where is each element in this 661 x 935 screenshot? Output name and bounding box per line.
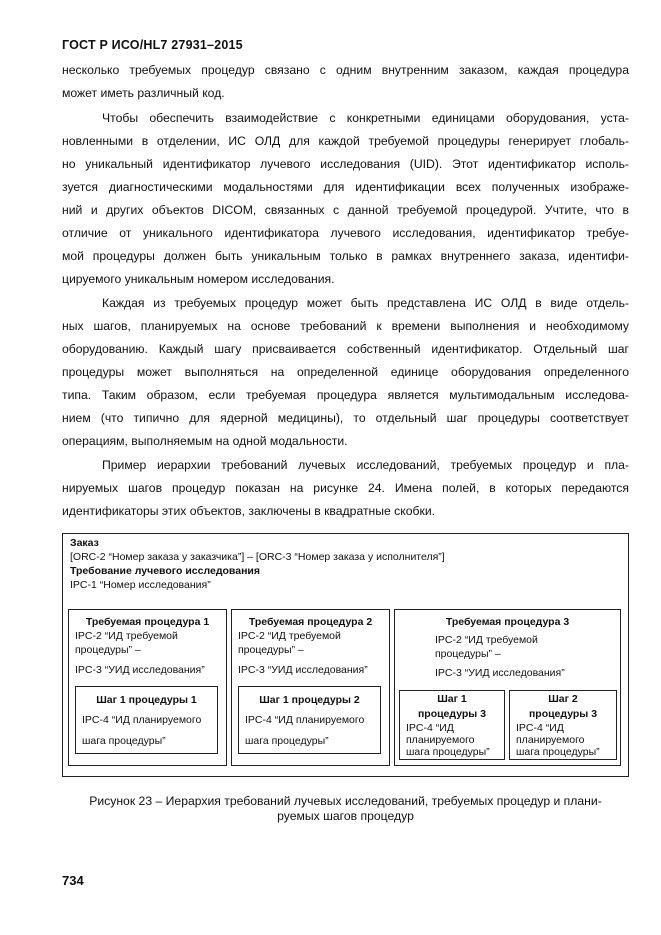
body-line: процедуры может выполняться на определенной единице оборудования определенного — [62, 365, 629, 379]
body-line: зуется диагностическими модальностями для идентификации всех полученных изображе- — [62, 180, 629, 194]
body-line: Каждая из требуемых процедур может быть представлена ИС ОЛД в виде отдель- — [102, 296, 629, 310]
body-line: цируемого уникальным номером исследования. — [62, 272, 335, 286]
body-line: нием (что типично для ядерной медицины), то отдельный шаг процедуры соответствует — [62, 411, 629, 425]
step-field: шага процедуры” — [516, 746, 600, 758]
step-field: шага процедуры” — [82, 735, 166, 747]
requested-procedure-3-box — [394, 609, 621, 766]
step-1-procedure-3-box — [399, 690, 505, 760]
procedure-1-title: Требуемая процедура 1 — [85, 616, 210, 628]
step-field: шага процедуры” — [406, 746, 490, 758]
request-field: IPC-1 “Номер исследования” — [70, 579, 211, 591]
body-line: Пример иерархии требований лучевых исследований, требуемых процедур и пла- — [102, 458, 629, 472]
step-field: планируемого — [516, 734, 585, 746]
step-field: планируемого — [406, 734, 475, 746]
body-line: несколько требуемых процедур связано с одним внутренним заказом, каждая процедура — [62, 63, 629, 77]
procedure-3-title: Требуемая процедура 3 — [445, 616, 570, 628]
body-line: типа. Таким образом, если требуемая процедура является мультимодальным исследова- — [62, 388, 629, 402]
procedure-3-field: IPC-2 “ИД требуемой — [435, 634, 538, 646]
step-title: Шаг 1 — [437, 693, 467, 705]
step-1-procedure-2-box — [238, 686, 381, 754]
step-title: Шаг 1 процедуры 1 — [96, 694, 197, 706]
order-title: Заказ — [70, 537, 99, 549]
procedure-2-field: процедуры” – — [238, 644, 304, 656]
procedure-2-field: IPC-2 “ИД требуемой — [238, 630, 341, 642]
step-title: процедуры 3 — [528, 708, 598, 720]
step-field: шага процедуры” — [245, 735, 329, 747]
step-1-procedure-1-box — [75, 686, 218, 754]
step-title: Шаг 1 процедуры 2 — [259, 694, 360, 706]
step-field: IPC-4 “ИД планируемого — [82, 714, 202, 726]
order-hierarchy-diagram — [62, 533, 629, 777]
requested-procedure-1-box — [68, 609, 227, 766]
procedure-3-field: процедуры” – — [435, 648, 501, 660]
procedure-2-field: IPC-3 “УИД исследования” — [238, 664, 368, 676]
body-line: Чтобы обеспечить взаимодействие с конкретными единицами оборудования, уста- — [102, 111, 629, 125]
document-header: ГОСТ Р ИСО/HL7 27931–2015 — [62, 38, 243, 52]
procedure-1-field: IPC-3 “УИД исследования” — [75, 664, 205, 676]
procedure-1-field: IPC-2 “ИД требуемой — [75, 630, 178, 642]
step-title: процедуры 3 — [417, 708, 487, 720]
step-field: IPC-4 “ИД — [516, 722, 564, 734]
procedure-3-field: IPC-3 “УИД исследования” — [435, 667, 565, 679]
figure-caption: Рисунок 23 – Иерархия требований лучевых исследований, требуемых процедур и плани- — [89, 794, 602, 808]
body-line: операциям, выполняемым на одной модальности. — [62, 434, 348, 448]
step-title: Шаг 2 — [548, 693, 578, 705]
body-line: оборудованию. Каждый шагу присваивается собственный идентификатор. Отдельный шаг — [62, 342, 629, 356]
body-line: ний и других объектов DICOM, связанных с данной требуемой процедурой. Учтите, что в — [62, 203, 629, 217]
procedure-2-title: Требуемая процедура 2 — [248, 616, 373, 628]
request-title: Требование лучевого исследования — [70, 565, 261, 577]
procedure-1-field: процедуры” – — [75, 644, 141, 656]
step-field: IPC-4 “ИД — [406, 722, 454, 734]
body-line: мой процедуры должен быть уникальным только в рамках внутреннего заказа, идентифи- — [62, 249, 629, 263]
body-line: идентификаторы этих объектов, заключены в квадратные скобки. — [62, 504, 436, 518]
body-line: новленными в отделении, ИС ОЛД для каждой требуемой процедуры генерирует глобаль- — [62, 134, 629, 148]
body-line: может иметь различный код. — [62, 86, 225, 100]
step-2-procedure-3-box — [509, 690, 617, 760]
requested-procedure-2-box — [231, 609, 390, 766]
order-fields: [ORC-2 “Номер заказа у заказчика”] – [ORC-3 “Номер заказа у исполнителя”] — [70, 551, 445, 563]
figure-caption: руемых шагов процедур — [277, 809, 414, 823]
body-line: отличие от уникального идентификатора лучевого исследования, идентификатор требуе- — [62, 226, 629, 240]
body-line: но уникальный идентификатор лучевого исследования (UID). Этот идентификатор исполь- — [62, 157, 629, 171]
body-line: ных шагов, планируемых на основе требований к времени выполнения и необходимому — [62, 319, 629, 333]
page-number: 734 — [62, 873, 84, 888]
body-line: нируемых шагов процедур показан на рисунке 24. Имена полей, в которых передаются — [62, 481, 629, 495]
step-field: IPC-4 “ИД планируемого — [245, 714, 365, 726]
